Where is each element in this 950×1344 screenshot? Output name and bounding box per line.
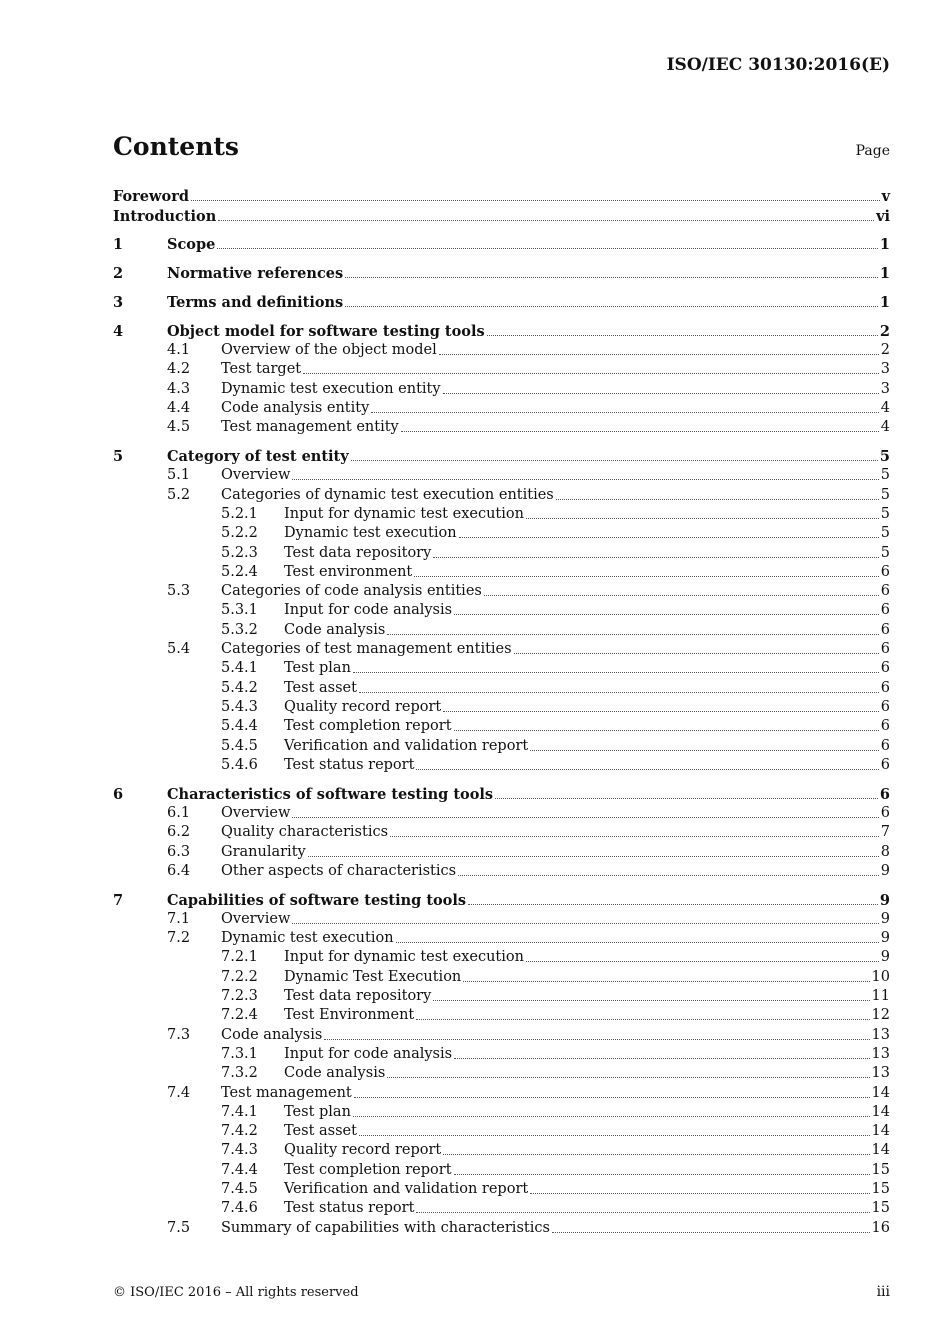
- toc-dot-leader: [303, 373, 879, 374]
- toc-entry-number: 5.2.1: [221, 505, 258, 522]
- toc-dot-leader: [433, 1000, 869, 1001]
- toc-entry-page: 6: [880, 621, 890, 638]
- toc-dot-leader: [292, 923, 878, 924]
- toc-dot-leader: [191, 200, 880, 201]
- toc-entry[interactable]: [113, 1159, 890, 1178]
- toc-dot-leader: [359, 1135, 870, 1136]
- toc-entry-title: Dynamic test execution entity: [221, 380, 441, 397]
- page-title: Contents: [113, 132, 240, 161]
- toc-entry[interactable]: [113, 909, 890, 928]
- toc-entry-title: Dynamic Test Execution: [284, 968, 462, 985]
- toc-dot-leader: [292, 479, 878, 480]
- toc-dot-leader: [458, 875, 879, 876]
- toc-dot-leader: [468, 904, 878, 905]
- toc-dot-leader: [292, 817, 878, 818]
- table-of-contents: [113, 186, 890, 1237]
- toc-dot-leader: [439, 354, 879, 355]
- toc-entry-number: 7.5: [167, 1219, 191, 1236]
- toc-dot-leader: [526, 518, 879, 519]
- toc-entry[interactable]: [113, 186, 890, 205]
- toc-entry-title: Test target: [221, 361, 302, 378]
- toc-entry-title: Input for code analysis: [284, 1045, 453, 1062]
- toc-entry[interactable]: [113, 263, 890, 282]
- toc-entry-number: 7.2.1: [221, 949, 258, 966]
- toc-entry-title: Test plan: [284, 660, 351, 677]
- document-id: ISO/IEC 30130:2016(E): [666, 55, 890, 75]
- toc-entry-number: 7.2.2: [221, 968, 258, 985]
- toc-entry-title: Categories of code analysis entities: [221, 583, 482, 600]
- toc-dot-leader: [416, 769, 878, 770]
- toc-entry-title: Category of test entity: [167, 448, 349, 466]
- toc-dot-leader: [351, 460, 878, 461]
- toc-entry-page: 6: [880, 698, 890, 715]
- toc-entry[interactable]: [113, 1121, 890, 1140]
- toc-entry-page: 15: [871, 1181, 890, 1198]
- toc-entry-title: Terms and definitions: [167, 293, 344, 311]
- toc-entry-title: Categories of test management entities: [221, 641, 512, 658]
- toc-dot-leader: [495, 798, 878, 799]
- toc-entry-page: 6: [880, 804, 890, 821]
- toc-dot-leader: [218, 220, 874, 221]
- toc-dot-leader: [345, 306, 878, 307]
- toc-entry-page: 5: [879, 448, 890, 466]
- toc-dot-leader: [552, 1232, 870, 1233]
- toc-entry-number: 6: [113, 785, 124, 803]
- toc-entry-number: 4.2: [167, 361, 191, 378]
- toc-entry-number: 6.1: [167, 804, 191, 821]
- toc-entry-number: 7.3: [167, 1026, 191, 1043]
- toc-entry-title: Code analysis: [221, 1026, 323, 1043]
- toc-entry-number: 5.4: [167, 641, 191, 658]
- toc-entry[interactable]: [113, 446, 890, 465]
- toc-entry-page: 4: [880, 399, 890, 416]
- toc-entry-number: 5.3.1: [221, 602, 258, 619]
- toc-entry-title: Input for code analysis: [284, 602, 453, 619]
- toc-entry-page: 15: [871, 1200, 890, 1217]
- toc-entry-number: 5.4.4: [221, 718, 258, 735]
- toc-entry-number: 7.4: [167, 1084, 191, 1101]
- toc-entry[interactable]: [113, 340, 890, 359]
- toc-entry-page: 5: [880, 525, 890, 542]
- toc-entry-page: 14: [871, 1123, 890, 1140]
- toc-entry[interactable]: [113, 359, 890, 378]
- toc-entry-title: Dynamic test execution: [284, 525, 457, 542]
- toc-dot-leader: [324, 1039, 869, 1040]
- toc-entry-title: Overview: [221, 804, 291, 821]
- page-column-label: Page: [855, 143, 890, 159]
- toc-entry-number: 5.4.1: [221, 660, 258, 677]
- toc-entry-number: 7.4.3: [221, 1142, 258, 1159]
- toc-entry-page: 6: [880, 602, 890, 619]
- toc-entry[interactable]: [113, 947, 890, 966]
- toc-entry-title: Foreword: [113, 188, 189, 206]
- toc-entry-number: 7.4.5: [221, 1181, 258, 1198]
- toc-entry-page: 3: [880, 380, 890, 397]
- toc-dot-leader: [354, 1097, 870, 1098]
- toc-entry-page: 6: [880, 641, 890, 658]
- toc-entry-number: 7.4.1: [221, 1103, 258, 1120]
- toc-entry-number: 6.2: [167, 824, 191, 841]
- toc-entry-page: v: [881, 188, 890, 206]
- toc-entry-title: Granularity: [221, 843, 306, 860]
- toc-entry-title: Test management: [221, 1084, 352, 1101]
- toc-entry[interactable]: [113, 735, 890, 754]
- toc-dot-leader: [308, 856, 879, 857]
- toc-entry-title: Characteristics of software testing tools: [167, 785, 494, 803]
- toc-entry-title: Test asset: [284, 679, 357, 696]
- toc-entry-page: 3: [880, 361, 890, 378]
- toc-entry-number: 7.2.3: [221, 988, 258, 1005]
- toc-entry-title: Summary of capabilities with characteristics: [221, 1219, 550, 1236]
- toc-dot-leader: [401, 431, 879, 432]
- toc-dot-leader: [443, 393, 879, 394]
- toc-entry-page: 14: [871, 1084, 890, 1101]
- toc-entry-number: 7.4.6: [221, 1200, 258, 1217]
- toc-dot-leader: [443, 1154, 869, 1155]
- toc-entry-number: 7.2: [167, 930, 191, 947]
- toc-entry[interactable]: [113, 697, 890, 716]
- toc-entry[interactable]: [113, 716, 890, 735]
- toc-dot-leader: [353, 672, 879, 673]
- toc-entry-number: 7: [113, 891, 124, 909]
- toc-entry[interactable]: [113, 1198, 890, 1217]
- toc-entry-page: 13: [871, 1045, 890, 1062]
- toc-dot-leader: [514, 653, 879, 654]
- toc-entry-page: 6: [880, 718, 890, 735]
- toc-entry-number: 5.2.3: [221, 544, 258, 561]
- toc-entry-number: 5.3.2: [221, 621, 258, 638]
- toc-entry-title: Other aspects of characteristics: [221, 862, 457, 879]
- toc-entry-number: 7.1: [167, 910, 191, 927]
- toc-dot-leader: [454, 614, 879, 615]
- toc-entry[interactable]: [113, 928, 890, 947]
- toc-entry[interactable]: [113, 966, 890, 985]
- toc-entry[interactable]: [113, 234, 890, 253]
- toc-entry-number: 4.3: [167, 380, 191, 397]
- toc-entry-title: Code analysis entity: [221, 399, 370, 416]
- toc-entry-title: Quality record report: [284, 698, 442, 715]
- toc-entry-page: 14: [871, 1142, 890, 1159]
- toc-entry[interactable]: [113, 378, 890, 397]
- toc-dot-leader: [530, 1193, 869, 1194]
- toc-dot-leader: [487, 335, 878, 336]
- toc-entry-number: 1: [113, 236, 124, 254]
- toc-entry[interactable]: [113, 1024, 890, 1043]
- toc-dot-leader: [416, 1019, 869, 1020]
- toc-entry[interactable]: [113, 562, 890, 581]
- toc-entry-page: 5: [880, 544, 890, 561]
- toc-entry-title: Object model for software testing tools: [167, 322, 485, 340]
- toc-entry-title: Test management entity: [221, 419, 399, 436]
- toc-entry[interactable]: [113, 639, 890, 658]
- toc-entry-title: Test environment: [284, 563, 413, 580]
- toc-entry-number: 4.5: [167, 419, 191, 436]
- toc-entry-title: Code analysis: [284, 621, 386, 638]
- toc-entry-page: 8: [880, 843, 890, 860]
- toc-entry-page: 9: [880, 862, 890, 879]
- toc-entry-number: 5.2.4: [221, 563, 258, 580]
- toc-entry-page: 2: [879, 322, 890, 340]
- toc-dot-leader: [454, 1174, 870, 1175]
- toc-entry-title: Test asset: [284, 1123, 357, 1140]
- toc-entry-page: 9: [880, 949, 890, 966]
- toc-dot-leader: [454, 730, 879, 731]
- toc-dot-leader: [433, 557, 878, 558]
- toc-entry[interactable]: [113, 1005, 890, 1024]
- toc-entry-title: Test data repository: [284, 988, 432, 1005]
- toc-entry-number: 5: [113, 448, 124, 466]
- toc-dot-leader: [443, 711, 879, 712]
- toc-dot-leader: [353, 1116, 870, 1117]
- toc-entry[interactable]: [113, 1082, 890, 1101]
- toc-dot-leader: [556, 499, 879, 500]
- toc-entry[interactable]: [113, 889, 890, 908]
- toc-entry-page: 5: [880, 486, 890, 503]
- toc-entry-number: 3: [113, 293, 124, 311]
- toc-entry-title: Quality record report: [284, 1142, 442, 1159]
- toc-entry-number: 5.3: [167, 583, 191, 600]
- toc-entry-number: 5.4.2: [221, 679, 258, 696]
- toc-entry-page: 6: [880, 660, 890, 677]
- toc-entry-number: 6.3: [167, 843, 191, 860]
- toc-entry[interactable]: [113, 619, 890, 638]
- toc-entry[interactable]: [113, 484, 890, 503]
- toc-entry-number: 5.4.5: [221, 737, 258, 754]
- toc-entry[interactable]: [113, 658, 890, 677]
- toc-entry[interactable]: [113, 465, 890, 484]
- toc-entry-page: 9: [880, 930, 890, 947]
- toc-entry-page: 4: [880, 419, 890, 436]
- toc-entry-title: Categories of dynamic test execution entities: [221, 486, 554, 503]
- toc-entry-title: Overview: [221, 467, 291, 484]
- toc-entry-title: Input for dynamic test execution: [284, 505, 524, 522]
- toc-entry[interactable]: [113, 861, 890, 880]
- toc-entry-page: 9: [880, 910, 890, 927]
- toc-entry-number: 7.3.2: [221, 1065, 258, 1082]
- toc-entry-page: 5: [880, 467, 890, 484]
- toc-entry[interactable]: [113, 504, 890, 523]
- toc-entry[interactable]: [113, 417, 890, 436]
- toc-dot-leader: [526, 961, 879, 962]
- toc-entry-page: 6: [880, 737, 890, 754]
- toc-dot-leader: [414, 576, 879, 577]
- toc-entry-title: Verification and validation report: [284, 1181, 529, 1198]
- toc-entry[interactable]: [113, 581, 890, 600]
- toc-entry[interactable]: [113, 803, 890, 822]
- toc-entry-number: 5.2: [167, 486, 191, 503]
- toc-entry-title: Test plan: [284, 1103, 351, 1120]
- toc-entry-number: 5.2.2: [221, 525, 258, 542]
- toc-entry-title: Test data repository: [284, 544, 432, 561]
- toc-entry-title: Test completion report: [284, 718, 452, 735]
- toc-entry[interactable]: [113, 1044, 890, 1063]
- toc-entry-page: 9: [879, 891, 890, 909]
- toc-entry-number: 4.4: [167, 399, 191, 416]
- toc-dot-leader: [463, 981, 869, 982]
- toc-entry-page: 13: [871, 1065, 890, 1082]
- toc-entry[interactable]: [113, 1102, 890, 1121]
- toc-entry-title: Test status report: [284, 1200, 415, 1217]
- toc-entry-title: Test status report: [284, 756, 415, 773]
- toc-dot-leader: [217, 248, 878, 249]
- toc-entry-number: 4.1: [167, 342, 191, 359]
- toc-entry-number: 5.4.6: [221, 756, 258, 773]
- toc-entry[interactable]: [113, 841, 890, 860]
- toc-entry[interactable]: [113, 783, 890, 802]
- toc-entry-number: 7.4.4: [221, 1161, 258, 1178]
- toc-entry-number: 7.2.4: [221, 1007, 258, 1024]
- toc-entry[interactable]: [113, 523, 890, 542]
- toc-entry-page: 1: [879, 236, 890, 254]
- toc-entry-page: 6: [880, 563, 890, 580]
- toc-entry-page: 12: [871, 1007, 890, 1024]
- toc-entry[interactable]: [113, 1217, 890, 1236]
- toc-entry[interactable]: [113, 822, 890, 841]
- toc-entry-page: 7: [880, 824, 890, 841]
- toc-dot-leader: [484, 595, 879, 596]
- toc-entry-page: 1: [879, 265, 890, 283]
- toc-entry-page: 6: [880, 756, 890, 773]
- toc-entry-title: Overview: [221, 910, 291, 927]
- toc-entry-title: Quality characteristics: [221, 824, 389, 841]
- toc-entry[interactable]: [113, 986, 890, 1005]
- toc-entry-number: 4: [113, 322, 124, 340]
- toc-entry-title: Dynamic test execution: [221, 930, 394, 947]
- toc-entry-number: 6.4: [167, 862, 191, 879]
- toc-entry-title: Normative references: [167, 265, 344, 283]
- toc-entry-title: Scope: [167, 236, 216, 254]
- copyright-notice: © ISO/IEC 2016 – All rights reserved: [113, 1285, 359, 1300]
- toc-dot-leader: [454, 1058, 869, 1059]
- toc-entry[interactable]: [113, 1140, 890, 1159]
- toc-entry-number: 5.4.3: [221, 698, 258, 715]
- toc-entry-number: 5.1: [167, 467, 191, 484]
- toc-entry-title: Test Environment: [284, 1007, 415, 1024]
- toc-dot-leader: [459, 537, 879, 538]
- toc-entry-page: 14: [871, 1103, 890, 1120]
- toc-dot-leader: [359, 692, 879, 693]
- toc-entry-page: vi: [876, 207, 890, 225]
- toc-dot-leader: [416, 1212, 869, 1213]
- page-number: iii: [876, 1284, 890, 1300]
- toc-entry-number: 7.3.1: [221, 1045, 258, 1062]
- toc-dot-leader: [396, 942, 879, 943]
- toc-entry-page: 15: [871, 1161, 890, 1178]
- toc-entry-page: 6: [880, 679, 890, 696]
- toc-dot-leader: [530, 750, 879, 751]
- toc-dot-leader: [345, 277, 878, 278]
- toc-entry-page: 5: [880, 505, 890, 522]
- toc-entry-page: 10: [871, 968, 890, 985]
- toc-entry[interactable]: [113, 677, 890, 696]
- toc-entry-page: 6: [880, 583, 890, 600]
- toc-entry-page: 16: [871, 1219, 890, 1236]
- toc-entry[interactable]: [113, 600, 890, 619]
- toc-entry-title: Introduction: [113, 207, 217, 225]
- toc-entry[interactable]: [113, 320, 890, 339]
- toc-dot-leader: [387, 634, 878, 635]
- toc-dot-leader: [371, 412, 878, 413]
- toc-entry[interactable]: [113, 755, 890, 774]
- toc-entry[interactable]: [113, 292, 890, 311]
- toc-entry-title: Verification and validation report: [284, 737, 529, 754]
- toc-entry[interactable]: [113, 398, 890, 417]
- toc-entry[interactable]: [113, 542, 890, 561]
- toc-entry[interactable]: [113, 205, 890, 224]
- toc-entry-number: 2: [113, 265, 124, 283]
- toc-dot-leader: [387, 1077, 869, 1078]
- toc-entry-title: Test completion report: [284, 1161, 452, 1178]
- toc-entry-page: 6: [879, 785, 890, 803]
- toc-entry-number: 7.4.2: [221, 1123, 258, 1140]
- toc-entry-title: Code analysis: [284, 1065, 386, 1082]
- toc-dot-leader: [390, 836, 879, 837]
- toc-entry-title: Input for dynamic test execution: [284, 949, 524, 966]
- toc-entry-page: 13: [871, 1026, 890, 1043]
- toc-entry-page: 1: [879, 293, 890, 311]
- toc-entry-title: Capabilities of software testing tools: [167, 891, 467, 909]
- toc-entry-page: 2: [880, 342, 890, 359]
- toc-entry-title: Overview of the object model: [221, 342, 437, 359]
- toc-entry[interactable]: [113, 1179, 890, 1198]
- toc-entry[interactable]: [113, 1063, 890, 1082]
- toc-entry-page: 11: [871, 988, 890, 1005]
